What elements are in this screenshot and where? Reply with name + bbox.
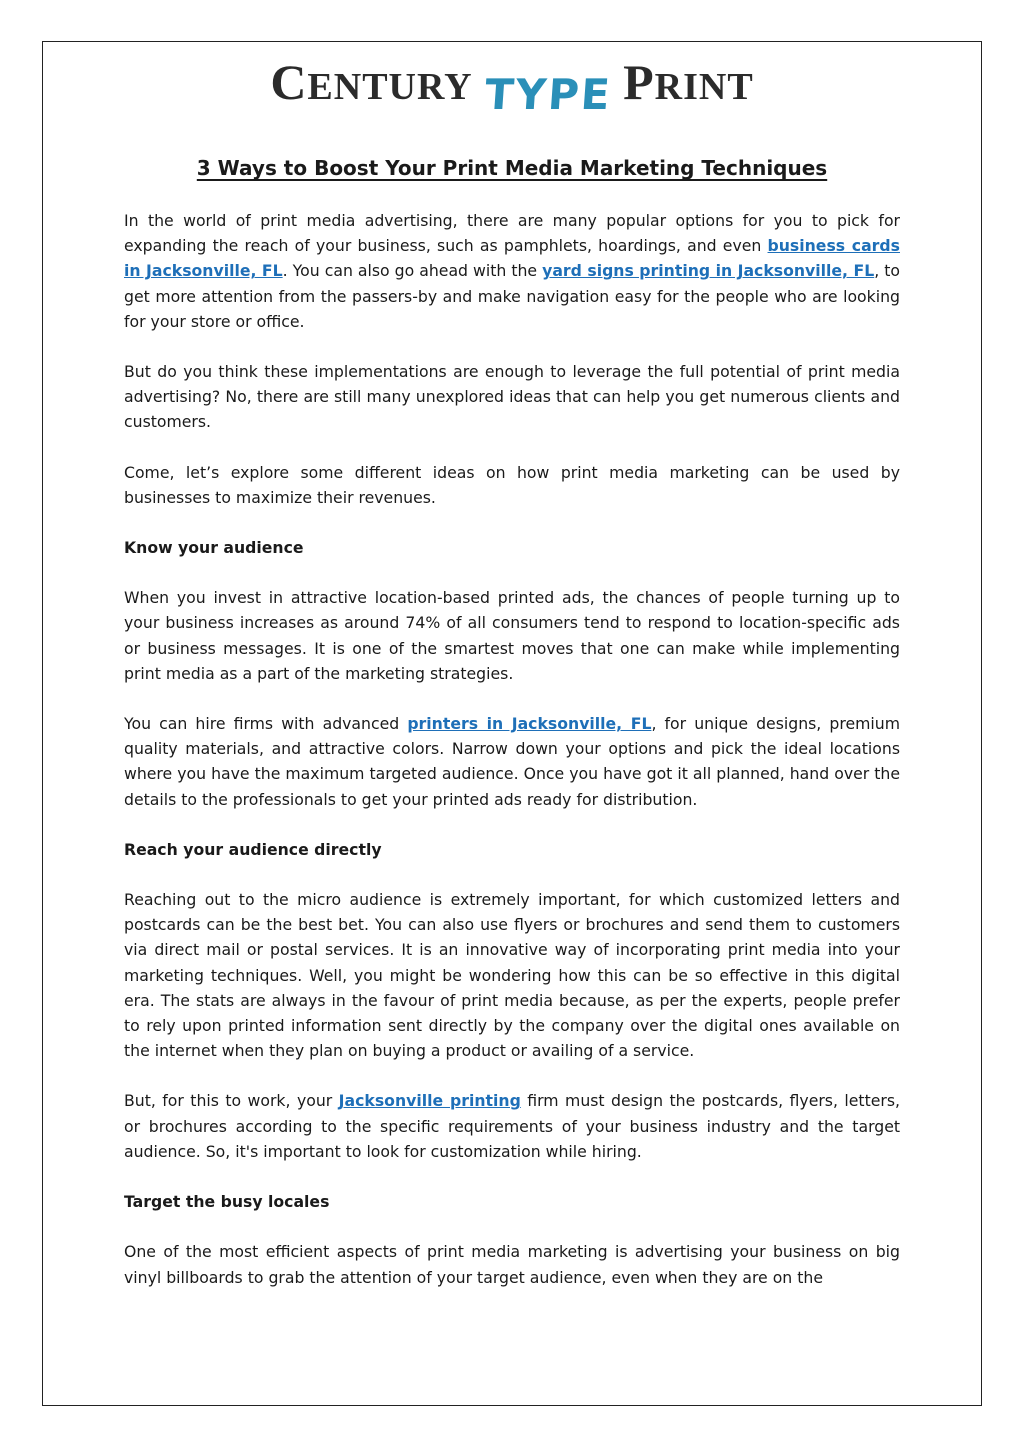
document-title: 3 Ways to Boost Your Print Media Marketing Techniques [196,156,828,180]
heading-busy-locales: Target the busy locales [124,1192,330,1212]
logo-print: PRINT [623,54,754,110]
logo-type: TYPE [482,70,613,119]
paragraph-explore: Come, let’s explore some different ideas on how print media marketing can be used by businesses to maximize their revenues. [124,462,900,507]
paragraph-micro-audience: Reaching out to the micro audience is extremely important, for which customized letters and postcards can be the best bet. You can also use flyers or brochures and send them to customers via direct mail or postal services. It is an innovative way of incorporating print media into your marketing techniques. Well, you might be wondering how this can be so effective in this digital era. The stats are always in the favour of print media because, as per the experts, people prefer to rely upon printed information sent directly by the company over the digital ones available on the internet when they plan on buying a product or availing of a service. [124,890,900,1061]
paragraph-location-ads: When you invest in attractive location-based printed ads, the chances of people turning up to your business increases as around 74% of all consumers tend to respond to location-specific ads or business messages. It is one of the smartest moves that one can make while implementing print media as a part of the marketing strategies. [124,588,900,683]
link-business-cards[interactable]: business cards in Jacksonville, FL [124,236,900,281]
century-type-print-logo [0,54,1024,126]
logo-century: CENTURY [270,54,473,110]
paragraph-customization: But, for this to work, your Jacksonville printing firm must design the postcards, flyers, letters, or brochures according to the specific requirements of your business industry and the target audience. So, it's important to look for customization while hiring. [124,1091,900,1161]
heading-know-audience: Know your audience [124,538,304,558]
article-body [124,208,900,1315]
paragraph-intro: In the world of print media advertising, there are many popular options for you to pick for expanding the reach of your business, such as pamphlets, hoardings, and even business cards in Jacksonville, FL. You can also go ahead with the yard signs printing in Jacksonville, FL, to get more attention from the passers-by and make navigation easy for the people who are looking for your store or office. [124,211,900,331]
heading-reach-audience: Reach your audience directly [124,839,382,859]
link-printers[interactable]: printers in Jacksonville, FL [407,714,652,734]
paragraph-billboards: One of the most efficient aspects of print media marketing is advertising your business on big vinyl billboards to grab the attention of your target audience, even when they are on the [124,1242,900,1287]
paragraph-hire-firms: You can hire firms with advanced printers in Jacksonville, FL, for unique designs, premium quality materials, and attractive colors. Narrow down your options and pick the ideal locations where you have the maximum targeted audience. Once you have got it all planned, hand over the details to the professionals to get your printed ads ready for distribution. [124,714,900,809]
paragraph-potential: But do you think these implementations are enough to leverage the full potential of print media advertising? No, there are still many unexplored ideas that can help you get numerous clients and customers. [124,362,900,432]
link-jacksonville-printing[interactable]: Jacksonville printing [338,1091,521,1111]
link-yard-signs[interactable]: yard signs printing in Jacksonville, FL [542,261,875,281]
